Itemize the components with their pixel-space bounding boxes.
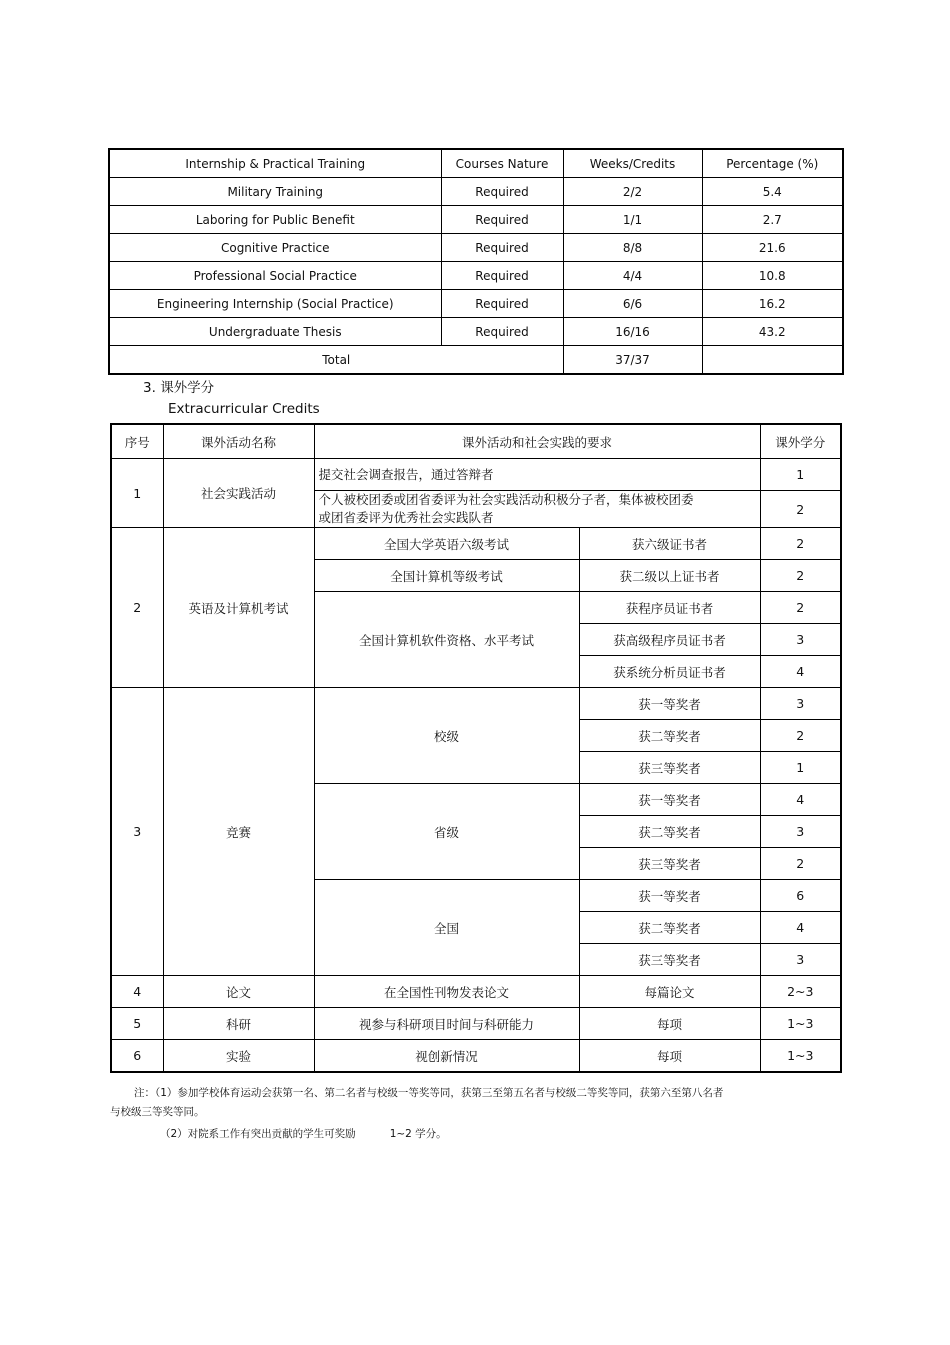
table-row [109, 318, 843, 346]
competition-level: 校级 [314, 688, 579, 784]
credit: 3 [760, 624, 841, 656]
table-row [109, 178, 843, 206]
competition-level: 全国 [314, 880, 579, 976]
course-nature: Required [441, 178, 563, 206]
course-nature: Required [441, 206, 563, 234]
credit: 2 [760, 720, 841, 752]
activity-name: 英语及计算机考试 [163, 528, 314, 688]
footnote-2-text: （2）对院系工作有突出贡献的学生可奖励 [160, 1128, 356, 1140]
weeks-credits: 8/8 [563, 234, 702, 262]
weeks-credits: 6/6 [563, 290, 702, 318]
footnote-2-credits: 1~2 学分。 [389, 1128, 447, 1140]
credit: 4 [760, 784, 841, 816]
course-nature: Required [441, 262, 563, 290]
total-label: Total [109, 346, 563, 375]
weeks-credits: 16/16 [563, 318, 702, 346]
footnote-1-line-2: 与校级三等奖等同。 [110, 1106, 205, 1118]
credit: 2 [760, 592, 841, 624]
column-header: 序号 [111, 424, 163, 459]
credit: 2 [760, 848, 841, 880]
course-nature: Required [441, 290, 563, 318]
credit: 1 [760, 459, 841, 491]
total-percentage [702, 346, 843, 375]
credit: 4 [760, 656, 841, 688]
condition: 每项 [579, 1040, 760, 1073]
table-row [109, 262, 843, 290]
activity-name: 论文 [163, 976, 314, 1008]
exam-name: 全国大学英语六级考试 [314, 528, 579, 560]
table-row [111, 688, 841, 720]
item-number: 2 [111, 528, 163, 688]
section-number: 3. [143, 380, 156, 396]
activity-name: 社会实践活动 [163, 459, 314, 528]
course-name: Cognitive Practice [109, 234, 441, 262]
course-name: Engineering Internship (Social Practice) [109, 290, 441, 318]
item-number: 5 [111, 1008, 163, 1040]
condition: 获六级证书者 [579, 528, 760, 560]
course-nature: Required [441, 318, 563, 346]
table-row [109, 290, 843, 318]
table-header-row [109, 149, 843, 178]
credit: 4 [760, 912, 841, 944]
table-row [111, 976, 841, 1008]
credit: 2~3 [760, 976, 841, 1008]
condition: 获程序员证书者 [579, 592, 760, 624]
exam-name: 全国计算机等级考试 [314, 560, 579, 592]
credit: 3 [760, 688, 841, 720]
requirement: 提交社会调查报告，通过答辩者 [314, 459, 760, 491]
condition: 每篇论文 [579, 976, 760, 1008]
condition: 获三等奖者 [579, 752, 760, 784]
footnote-1-line-1: 注：（1）参加学校体育运动会获第一名、第二名者与校级一等奖等同，获第三至第五名者与校级二等奖等同，获第六至第八名者 [134, 1087, 724, 1099]
credit: 2 [760, 560, 841, 592]
requirement: 视创新情况 [314, 1040, 579, 1073]
credit: 6 [760, 880, 841, 912]
column-header: 课外活动和社会实践的要求 [314, 424, 760, 459]
item-number: 3 [111, 688, 163, 976]
course-name: Professional Social Practice [109, 262, 441, 290]
course-name: Military Training [109, 178, 441, 206]
column-header: Weeks/Credits [563, 149, 702, 178]
credit: 2 [760, 528, 841, 560]
internship-table [108, 148, 844, 375]
credit: 1~3 [760, 1040, 841, 1073]
activity-name: 竞赛 [163, 688, 314, 976]
table-row [111, 1008, 841, 1040]
condition: 获二等奖者 [579, 912, 760, 944]
credit: 1~3 [760, 1008, 841, 1040]
section-title-en: Extracurricular Credits [168, 401, 320, 417]
requirement: 视参与科研项目时间与科研能力 [314, 1008, 579, 1040]
activity-name: 实验 [163, 1040, 314, 1073]
credit: 2 [760, 491, 841, 528]
percentage: 10.8 [702, 262, 843, 290]
item-number: 6 [111, 1040, 163, 1073]
condition: 获一等奖者 [579, 880, 760, 912]
course-name: Laboring for Public Benefit [109, 206, 441, 234]
condition: 获三等奖者 [579, 848, 760, 880]
weeks-credits: 2/2 [563, 178, 702, 206]
extracurricular-table [110, 423, 842, 1073]
requirement: 在全国性刊物发表论文 [314, 976, 579, 1008]
table-row [109, 234, 843, 262]
table-row [111, 459, 841, 491]
condition: 获系统分析员证书者 [579, 656, 760, 688]
table-row [111, 1040, 841, 1073]
percentage: 2.7 [702, 206, 843, 234]
total-row [109, 346, 843, 375]
competition-level: 省级 [314, 784, 579, 880]
column-header: Courses Nature [441, 149, 563, 178]
condition: 获二等奖者 [579, 816, 760, 848]
total-value: 37/37 [563, 346, 702, 375]
activity-name: 科研 [163, 1008, 314, 1040]
item-number: 1 [111, 459, 163, 528]
column-header: 课外学分 [760, 424, 841, 459]
weeks-credits: 4/4 [563, 262, 702, 290]
condition: 获一等奖者 [579, 688, 760, 720]
weeks-credits: 1/1 [563, 206, 702, 234]
requirement: 个人被校团委或团省委评为社会实践活动积极分子者，集体被校团委或团省委评为优秀社会实践队者 [314, 491, 760, 528]
table-row [109, 206, 843, 234]
percentage: 43.2 [702, 318, 843, 346]
footnote-2 [160, 1126, 447, 1141]
section-heading [143, 376, 214, 396]
condition: 获高级程序员证书者 [579, 624, 760, 656]
percentage: 21.6 [702, 234, 843, 262]
percentage: 16.2 [702, 290, 843, 318]
section-title-cn: 课外学分 [160, 380, 215, 396]
item-number: 4 [111, 976, 163, 1008]
column-header: Percentage (%) [702, 149, 843, 178]
condition: 获二等奖者 [579, 720, 760, 752]
credit: 3 [760, 816, 841, 848]
condition: 获三等奖者 [579, 944, 760, 976]
condition: 获二级以上证书者 [579, 560, 760, 592]
course-name: Undergraduate Thesis [109, 318, 441, 346]
credit: 3 [760, 944, 841, 976]
percentage: 5.4 [702, 178, 843, 206]
course-nature: Required [441, 234, 563, 262]
condition: 获一等奖者 [579, 784, 760, 816]
column-header: 课外活动名称 [163, 424, 314, 459]
table-row [111, 528, 841, 560]
credit: 1 [760, 752, 841, 784]
table-header-row [111, 424, 841, 459]
column-header: Internship & Practical Training [109, 149, 441, 178]
exam-name: 全国计算机软件资格、水平考试 [314, 592, 579, 688]
condition: 每项 [579, 1008, 760, 1040]
